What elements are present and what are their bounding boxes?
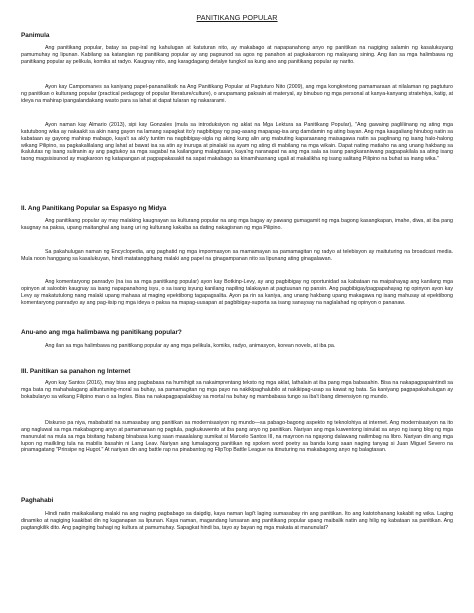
paragraph-panimula-1: Ang panitikang popular, batay sa pag-iral ng kahulugan at katuturan nito, ay makabago at napapanahong anyo ng panitikan na nagiging salamin ng kasalukuyang pamumuhay ng lipunan. Kabilang sa katangian ng panitikang popular ay ang pagsunod sa agos ng panahon at pagkakaroon ng malayang sining. Ang ilan sa mga halimbawa ng panitikang popular ay pelikula, komiks at radyo. Kaugnay nito, ang karagdagang detalye tungkol sa kung ano ang panitikang popular ay narito.: [21, 45, 453, 65]
heading-espasyo-ng-midya: II. Ang Panitikang Popular sa Espasyo ng Midya: [21, 205, 167, 212]
paragraph-internet-1: Ayon kay Santos (2016), may bisa ang pagbabasa na humihigit sa nakaimprentang teksto ng mga aklat, lathalain at iba pang mga babasahin. Bisa na nakapagpapaintindi sa mga bata ng mahahalagang alituntuning-moral sa buhay, sa pamamagitan ng mga payo na nakikipaghalubilo at nakikipag-usap sa kawat ng bata. Sa kaniyang pagpapakahulugan ay bokabularyo sa wikang Filipino man o sa Ingles. Bisa na nakapagpapalakbay sa mortal na buhay ng mambabasa tungo sa iba't ibang dimensiyon ng mundo.: [21, 380, 453, 400]
paragraph-espasyo-3: Ang komentaryong panradyo (na isa sa mga panitikang popular) ayon kay Botkinp-Levy, ay ang pagbibigay ng oportunidad sa kabataan na maipahayag ang kanilang mga opinyon at saloobin kaugnay sa isang napapanahong isyu, o sa isang isyung kanilang napiling talakayan at pagtuunan ng pansin. Ang pagbibigay/pagpapahayag ng opinyon ayon kay Levy ay makatutulong nang malaki upang mahasa at maging epektibong tagapagsalita. Ayon pa rin sa kaniya, ang unang hakbang upang makagawa ng isang mahusay at epektibong komentaryong panradyo ay ang pag-iisip ng mga ideya o paksa na mapag-uusapan at pagbibigay-suporta sa isang sanaysay na naglalahad ng opinyon o pananaw.: [21, 279, 453, 306]
paragraph-espasyo-1: Ang panitikang popular ay may malaking kaugnayan sa kulturang popular na ang mga bagay ay pawang gumagamit ng mga bagong kasangkapan, imahe, diwa, at iba pang kaugnay na paksa, upang maitanghal ang isang uri ng kulturang kakaiba sa dating nakagisnan ng mga Pilipino.: [21, 218, 453, 231]
paragraph-paghahabi-1: Hindi natin maikakailang malaki na ang naging pagbabago sa daigdig, kaya naman lagi't laging sumasabay rin ang panitikan. Ito ang katotohanang kakabit ng wika. Laging dinamiko at nagiging kaakibat din ng kaganapan sa lipunan. Kaya naman, magandang lunsaran ang panitikang popular upang maibalik natin ang hilig ng kabataan sa panitikan. Ang pagtangkilik dito. Ang paginging bahagi ng kultura at pamumuhay. Sapagkat hindi ba, tayo ay bayan ng mga makata at manunulat?: [21, 511, 453, 531]
paragraph-panimula-3: Ayon naman kay Almario (2013), sipi kay Gonzales (mula sa introduksiyon ng aklat na Mga Lektura sa Panitikang Popular), "Ang gawaing pagliliinang ng ating mga katutubong wika ay nakaakit sa akin nang gayon na lamang sapagkat ito'y nagbibigay ng pag-asang mapapag-isa ang damdamin ng ating bayan. Ang mga kaugaliang hinubog natin sa kabataan ay gayong mahirap mabago, kaya't sa aki'y tuntim na nagbibigay-sigla ng aking kung alin ang mabuting kaparaanang maisagawa natin sa paglinang ng isang halo-halong wikang Pilipino, sa pagkakalilalang ang lahat at bawat isa sa atin ay inuruga at pinalaki sa ayam ng ating di mabilang na mga wikain. Dapat nating matiaho na ang unang hakbang sa ikalulutas ng isang suliranin ay ang pagtukoy sa mga sagabal na kailangang malagtasan, kaya'ng naranapat na ang mga sala sa isang pangkaraniwang pagpapakilala sa ating isang taong magsisisunod ay magkaroon ng katapangan at pagpapakasakit na sapat makabago sa kinamihasnang ugali at makalikha ng isang salitang Pilipino na buhat sa inang wika.": [21, 122, 453, 163]
paragraph-internet-2: Diskurso pa niya, mababatid na sumasabay ang panitikan sa modernisasiyon ng mundo—sa pabago-bagong aspekto ng teknolohiya at internet. Ang modernisasiyon na ito ang nagluwal sa mga makabagong anyo at pamamaraan ng pagtula, pagkukuwento at iba pang anyo ng panitikan. Nariyan ang mga kuwentong isinulat sa anyo ng isang blog ng mga manunulat na mula sa mga bisitang habang binabasa kung saan maaalalang sumikat si Marcelo Santos III, na mayroon na ngayong dalawang nailimbag na libro. Nariyan din ang mga lupon ng mailkling tula na mabilis basahin ni Lang Leav. Nariyan ang lumalagong panitikan ng spoken word poetry sa banda kung saan naging tanyag si Juan Miguel Severo na pinamagatang "Prinsipe ng Hugot." At nariyan din ang battle rap na pinabantog ng FlipTop Battle League na itinuturing na makabagong anyo ng balagtasan.: [21, 420, 453, 454]
document-title: PANITIKANG POPULAR: [196, 13, 278, 22]
paragraph-espasyo-2: Sa pakahulugan naman ng Encyclopedia, ang paghatid ng mga impormasyon sa mamamayan sa pamamagitan ng radyo at telebisyon ay maituturing na broadcast media. Mula noon hanggang sa kasalukuyan, hindi matatanggihang malaki ang papel na ginagampanan nito sa lipunang ating ginagalawan.: [21, 249, 453, 262]
paragraph-panimula-2: Ayon kay Campomanes sa kaniyang papel-pananaliksik na Ang Panitikang Popular at Pagtuturo Nito (2009), ang mga kongkretong pamamaraan at nilalaman ng pagtuturo ng panitikan o kulturang popular (practical pedagogy of popular literature/culture), o anupamang paksain at materyal, ay binubuo ng mga personal at kanya-kanyang stratehiya, katig, at ideya na mahirap ipangalandakang wasto para sa lahat at dapat tularan ng nakararami.: [21, 84, 453, 104]
heading-halimbawa: Anu-ano ang mga halimbawa ng panitikang popular?: [21, 329, 182, 336]
paragraph-halimbawa-1: Ang ilan sa mga halimbawa ng panitikang popular ay ang mga pelikula, komiks, radyo, animasyon, korean novels, at iba pa.: [45, 343, 336, 349]
heading-internet: III. Panitikan sa panahon ng Internet: [21, 368, 131, 375]
heading-paghahabi: Paghahabi: [21, 497, 54, 504]
heading-panimula: Panimula: [21, 32, 50, 39]
